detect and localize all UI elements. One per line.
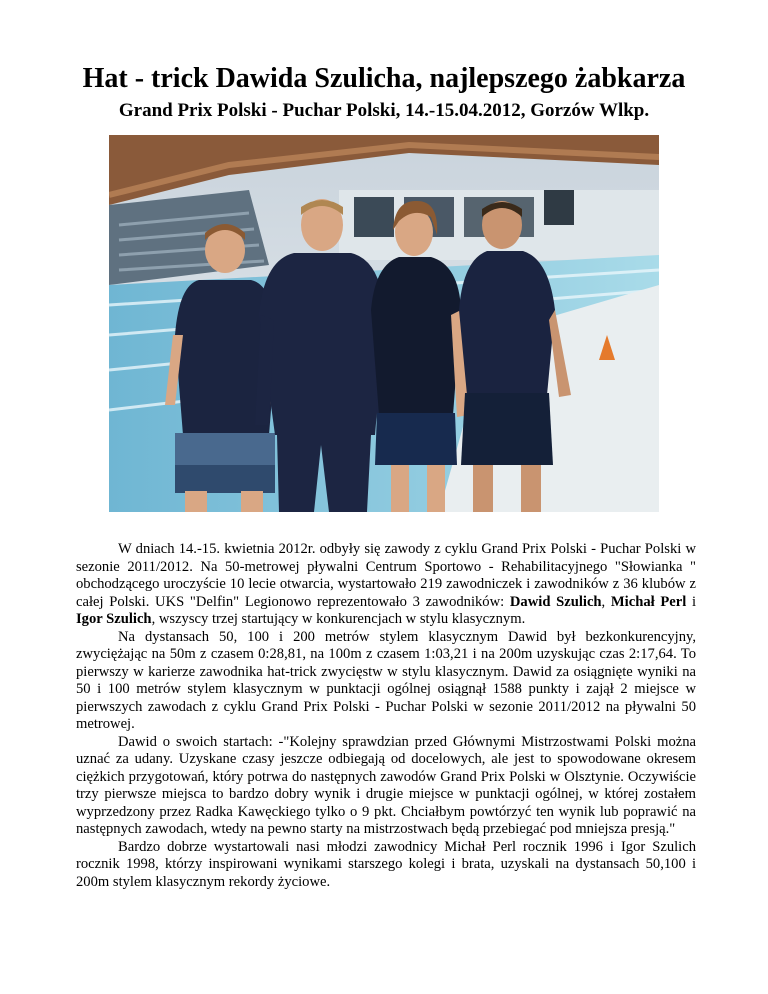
paragraph-intro: W dniach 14.-15. kwietnia 2012r. odbyły się zawody z cyklu Grand Prix Polski - Puchar Polski w sezonie 2011/2012. Na 50-metrowej pływalni Centrum Sportowo - Rehabilitacyjnego "Słowianka " obchodzącego uroczyście 10 lecie otwarcia, wystartowało 219 zawodniczek i zawodników z 36 klubów z całej Polski. UKS "Delfin" Legionowo reprezentowało 3 zawodników: Dawid Szulich, Michał Perl i Igor Szulich, wszyscy trzej startujący w konkurencjach w stylu klasycznym. xyxy=(76,541,697,627)
athlete-name: Dawid Szulich xyxy=(509,593,602,610)
team-photo xyxy=(109,135,659,512)
paragraph-juniors: Bardzo dobrze wystartowali nasi młodzi zawodnicy Michał Perl rocznik 1996 i Igor Szulich rocznik 1998, którzy inspirowani wynikami starszego kolegi i brata, uzyskali na dystansach 50,100 i 200m stylem klasycznym rekordy życiowe. xyxy=(76,838,696,890)
paragraph-results: Na dystansach 50, 100 i 200 metrów stylem klasycznym Dawid był bezkonkurencyjny, zwyciężając na 50m z czasem 0:28,81, na 100m z czasem 1:03,21 i na 200m uzyskując czas 2:17,64. To pierwszy w karierze zawodnika hat-trick zwycięstw w stylu klasycznym. Dawid za osiągnięte wyniki na 50 i 100 metrów stylem klasycznym w punktacji ogólnej osiągnął 1588 punkty i zajął 2 miejsce w pierwszych zawodach z cyklu Grand Prix Polski - Puchar Polski w sezonie 2011/2012 na pływalni 50 metrowej. xyxy=(76,628,696,732)
paragraph-quote: Dawid o swoich startach: -"Kolejny sprawdzian przed Głównymi Mistrzostwami Polski można uznać za udany. Uzyskane czasy jeszcze odbiegają od docelowych, ale jest to spowodowane okresem ciężkich przygotowań, który potrwa do następnych zawodów Grand Prix Polski w Olsztynie. Oczywiście trzy pierwsze miejsca to bardzo dobry wynik i drugie miejsce w punktacji ogólnej, w której zostałem wyprzedzony przez Radka Kawęckiego tylko o 9 pkt. Chciałbym powtórzyć ten wynik lub poprawić na następnych zawodach, wtedy na pewno starty na mistrzostwach będą przebiegać pod mniejsza presją." xyxy=(76,733,696,837)
page-title: Hat - trick Dawida Szulicha, najlepszego żabkarza xyxy=(82,63,686,94)
article-body xyxy=(76,541,696,891)
page-subtitle: Grand Prix Polski - Puchar Polski, 14.-15.04.2012, Gorzów Wlkp. xyxy=(118,100,650,121)
athlete-name: Michał Perl xyxy=(610,593,687,610)
athlete-name: Igor Szulich xyxy=(76,611,152,627)
